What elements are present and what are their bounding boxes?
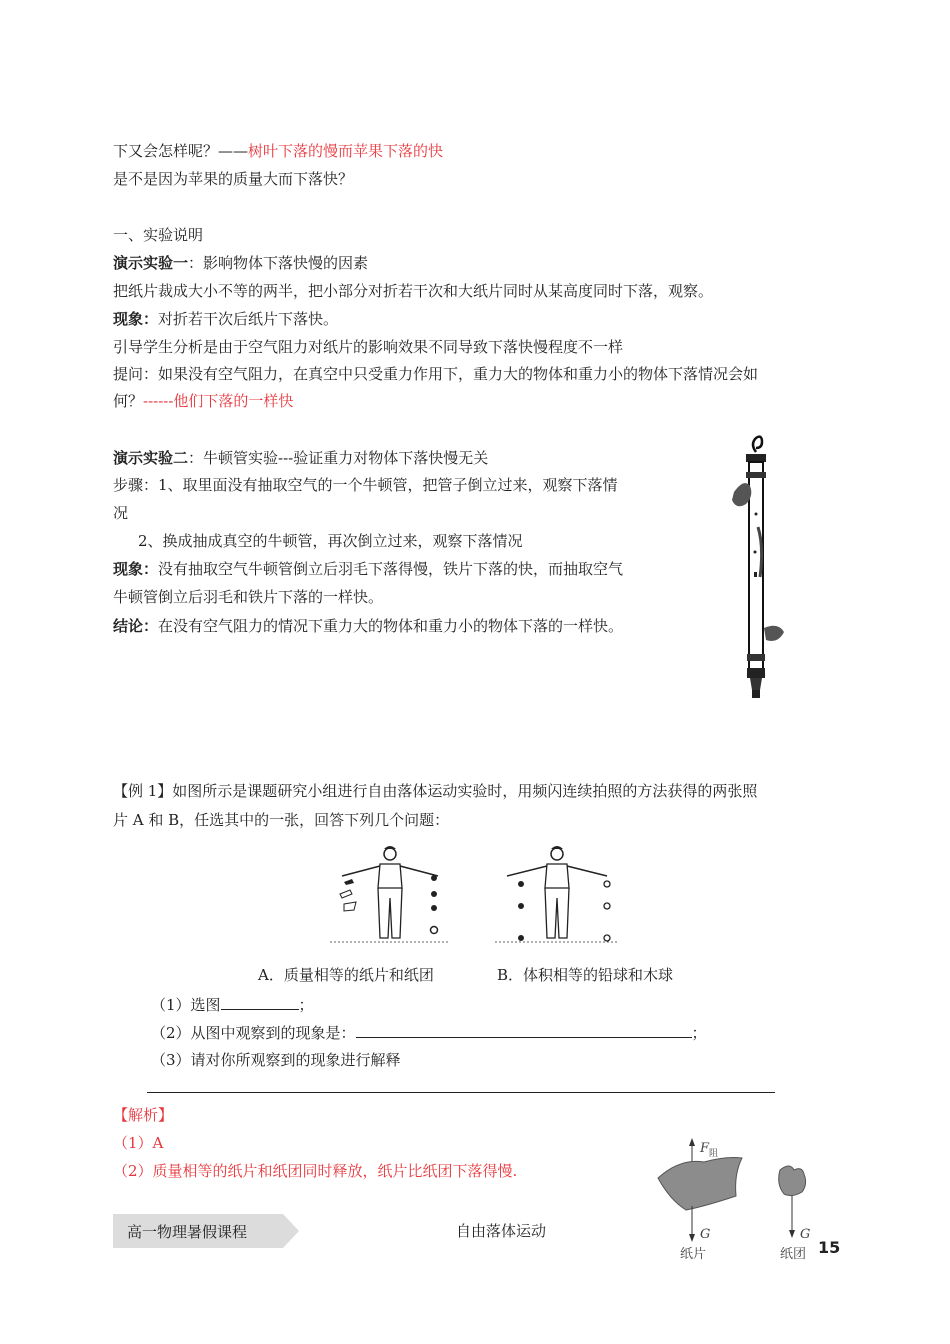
exp2-phenomenon-text: 没有抽取空气牛顿管倒立后羽毛下落得慢，铁片下落的快，而抽取空气: [158, 560, 624, 578]
paper-gravity-label: G: [700, 1227, 711, 1242]
paper-label: 纸片: [680, 1247, 707, 1262]
exp2-phenomenon-line2: 牛顿管倒立后羽毛和铁片下落的一样快。: [113, 588, 384, 606]
guide-text: 引导学生分析是由于空气阻力对纸片的影响效果不同导致下落快慢程度不一样: [113, 338, 624, 356]
photo-b-illustration: [495, 844, 619, 948]
drag-force-label: F: [700, 1141, 710, 1156]
exp2-phenomenon-line1: [113, 559, 623, 579]
ball-label: 纸团: [780, 1247, 807, 1262]
exp2-conclusion-label: 结论：: [113, 617, 159, 635]
exp2-label: 演示实验二: [113, 449, 189, 467]
question-line-2-prefix: 何？: [113, 392, 144, 410]
intro-question: 下又会怎样呢？——: [113, 142, 249, 160]
exp2-conclusion: [113, 616, 623, 636]
exp1-label: 演示实验一: [113, 254, 189, 272]
caption-a: A．质量相等的纸片和纸团: [258, 966, 434, 984]
question-2: [151, 1022, 707, 1043]
exp1-heading: [113, 253, 368, 273]
answer-line[interactable]: [147, 1092, 775, 1093]
exp2-phenomenon-label: 现象：: [113, 560, 159, 578]
ball-gravity-label: G: [800, 1227, 811, 1242]
exp2-title: ：牛顿管实验---验证重力对物体下落快慢无关: [188, 449, 489, 467]
newton-tube-illustration: [720, 432, 790, 704]
exp2-heading: [113, 448, 488, 468]
analysis-title: 【解析】: [113, 1106, 174, 1124]
analysis-answer-2: （2）质量相等的纸片和纸团同时释放，纸片比纸团下落得慢.: [113, 1162, 518, 1180]
photo-a-illustration: [330, 844, 448, 948]
analysis-answer-1: （1）A: [113, 1134, 164, 1152]
exp1-phenomenon-text: 对折若干次后纸片下落快。: [158, 310, 339, 328]
question-3: （3）请对你所观察到的现象进行解释: [151, 1051, 401, 1069]
question-2-prefix: （2）从图中观察到的现象是：: [151, 1024, 356, 1042]
footer-course-label: 高一物理暑假课程: [127, 1223, 248, 1241]
question-2-blank[interactable]: [356, 1022, 692, 1038]
intro-question-line: [113, 141, 443, 161]
exp1-title: ：影响物体下落快慢的因素: [188, 254, 369, 272]
exp2-step1-line2: 况: [113, 504, 129, 522]
intro-answer: 树叶下落的慢而苹果下落的快: [248, 142, 444, 160]
question-1-suffix: ；: [298, 996, 314, 1014]
question-1-prefix: （1）选图: [151, 996, 221, 1014]
question-1: [151, 994, 314, 1015]
exp2-step2: 2、换成抽成真空的牛顿管，再次倒立过来，观察下落情况: [138, 532, 523, 550]
exp1-phenomenon: [113, 309, 338, 329]
exp2-conclusion-text: 在没有空气阻力的情况下重力大的物体和重力小的物体下落的一样快。: [158, 617, 624, 635]
question-2-suffix: ；: [691, 1024, 707, 1042]
example1-line2: 片 A 和 B，任选其中的一张，回答下列几个问题：: [113, 811, 450, 829]
question-line-1: 提问：如果没有空气阻力，在真空中只受重力作用下，重力大的物体和重力小的物体下落情况会如: [113, 365, 759, 383]
caption-b: B．体积相等的铅球和木球: [497, 966, 674, 984]
footer-course-tab: [113, 1214, 299, 1248]
paper-sheet: [658, 1158, 742, 1211]
example1-line1: 【例 1】如图所示是课题研究小组进行自由落体运动实验时，用频闪连续拍照的方法获得的两张照: [113, 782, 758, 800]
paper-ball: [779, 1166, 806, 1196]
question-line-2: [113, 391, 293, 411]
force-diagram: [650, 1134, 820, 1266]
section-title: 一、实验说明: [113, 226, 204, 244]
drag-force-subscript: 阻: [709, 1149, 719, 1159]
intro-question-2: 是不是因为苹果的质量大而下落快？: [113, 170, 354, 188]
footer-title: 自由落体运动: [456, 1222, 547, 1240]
question-1-blank[interactable]: [221, 994, 299, 1010]
question-answer: ------他们下落的一样快: [143, 392, 294, 410]
page-number: 15: [818, 1238, 841, 1257]
exp1-description: 把纸片裁成大小不等的两半，把小部分对折若干次和大纸片同时从某高度同时下落，观察。: [113, 282, 714, 300]
exp2-step1-line1: 步骤：1、取里面没有抽取空气的一个牛顿管，把管子倒立过来，观察下落情: [113, 476, 618, 494]
exp1-phenomenon-label: 现象：: [113, 310, 159, 328]
